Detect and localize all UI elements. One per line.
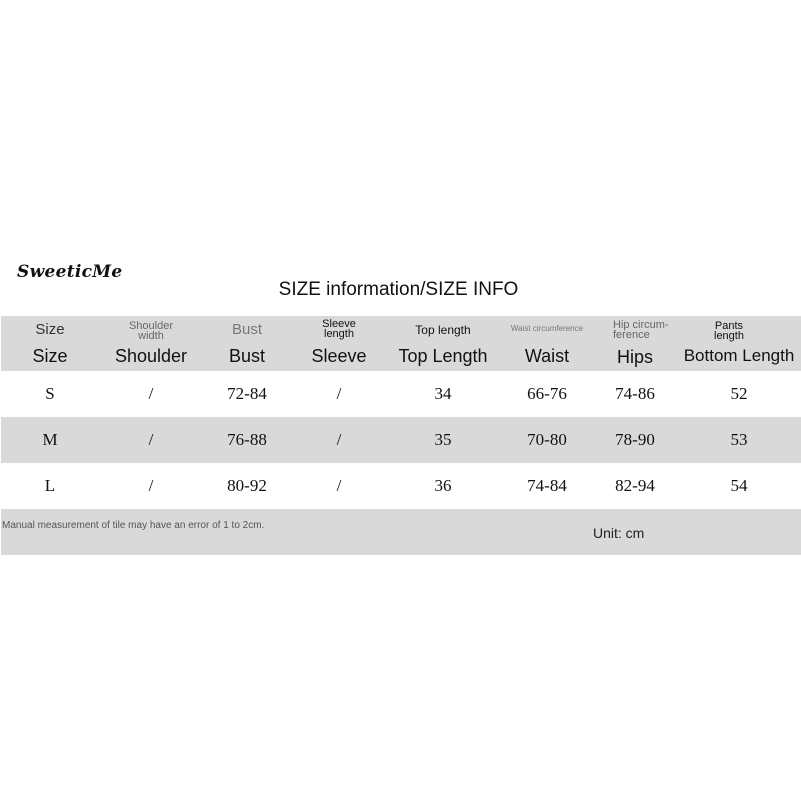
cell-waist: 66-76 bbox=[527, 384, 567, 403]
header-bottom-length-label: Bottom Length bbox=[683, 346, 795, 365]
cell-top-length: 34 bbox=[434, 384, 452, 403]
header-hips-label: Hips bbox=[616, 347, 653, 367]
cell-size: L bbox=[44, 476, 56, 495]
header-top-length-label: Top Length bbox=[398, 346, 488, 366]
header-shoulder bbox=[101, 316, 201, 371]
cell-bust: 80-92 bbox=[227, 476, 267, 495]
cell-bottom-length: 54 bbox=[730, 476, 748, 495]
cell-sleeve: / bbox=[336, 476, 342, 495]
table-row-s bbox=[1, 371, 801, 417]
cell-bust: 76-88 bbox=[227, 430, 267, 449]
table-footer bbox=[1, 509, 801, 555]
cell-waist: 74-84 bbox=[527, 476, 567, 495]
header-top-length bbox=[387, 316, 499, 371]
header-bottom-length-sub: Pants length bbox=[714, 320, 744, 342]
unit-label: Unit: cm bbox=[593, 525, 645, 541]
cell-size: M bbox=[42, 430, 58, 449]
page-title: SIZE information/SIZE INFO bbox=[278, 279, 519, 300]
cell-top-length: 36 bbox=[434, 476, 452, 495]
header-shoulder-label: Shoulder bbox=[114, 346, 188, 366]
cell-bottom-length: 52 bbox=[730, 384, 748, 403]
cell-shoulder: / bbox=[148, 384, 154, 403]
cell-bottom-length: 53 bbox=[730, 430, 748, 449]
cell-hips: 82-94 bbox=[615, 476, 655, 495]
header-shoulder-sub: Shoulder width bbox=[128, 320, 174, 342]
cell-shoulder: / bbox=[148, 430, 154, 449]
cell-sleeve: / bbox=[336, 384, 342, 403]
header-top-length-sub: Top length bbox=[415, 323, 471, 337]
header-size bbox=[1, 316, 99, 371]
header-waist-label: Waist bbox=[524, 346, 570, 366]
brand-logo: SweeticMe bbox=[17, 262, 123, 282]
cell-bust: 72-84 bbox=[227, 384, 267, 403]
header-hips-sub: Hip circum- ference bbox=[613, 319, 669, 341]
header-sleeve-sub: Sleeve length bbox=[322, 318, 356, 340]
table-row-l bbox=[1, 463, 801, 509]
header-sleeve bbox=[289, 316, 389, 371]
header-bottom-length bbox=[677, 316, 801, 371]
header-sleeve-label: Sleeve bbox=[311, 346, 367, 366]
header-bust-sub: Bust bbox=[231, 321, 262, 338]
header-waist bbox=[497, 316, 597, 371]
cell-waist: 70-80 bbox=[527, 430, 567, 449]
size-table bbox=[1, 316, 801, 555]
header-bust-label: Bust bbox=[228, 346, 266, 366]
cell-sleeve: / bbox=[336, 430, 342, 449]
table-header-row bbox=[1, 316, 801, 371]
header-size-sub: Size bbox=[35, 321, 65, 338]
cell-top-length: 35 bbox=[434, 430, 452, 449]
table-row-m bbox=[1, 417, 801, 463]
cell-hips: 78-90 bbox=[615, 430, 655, 449]
header-bust bbox=[197, 316, 297, 371]
header-size-label: Size bbox=[32, 346, 68, 366]
cell-size: S bbox=[45, 384, 55, 403]
measurement-note: Manual measurement of tile may have an error of 1 to 2cm. bbox=[2, 520, 265, 531]
cell-hips: 74-86 bbox=[615, 384, 655, 403]
header-waist-sub: Waist circumference bbox=[510, 324, 584, 333]
cell-shoulder: / bbox=[148, 476, 154, 495]
